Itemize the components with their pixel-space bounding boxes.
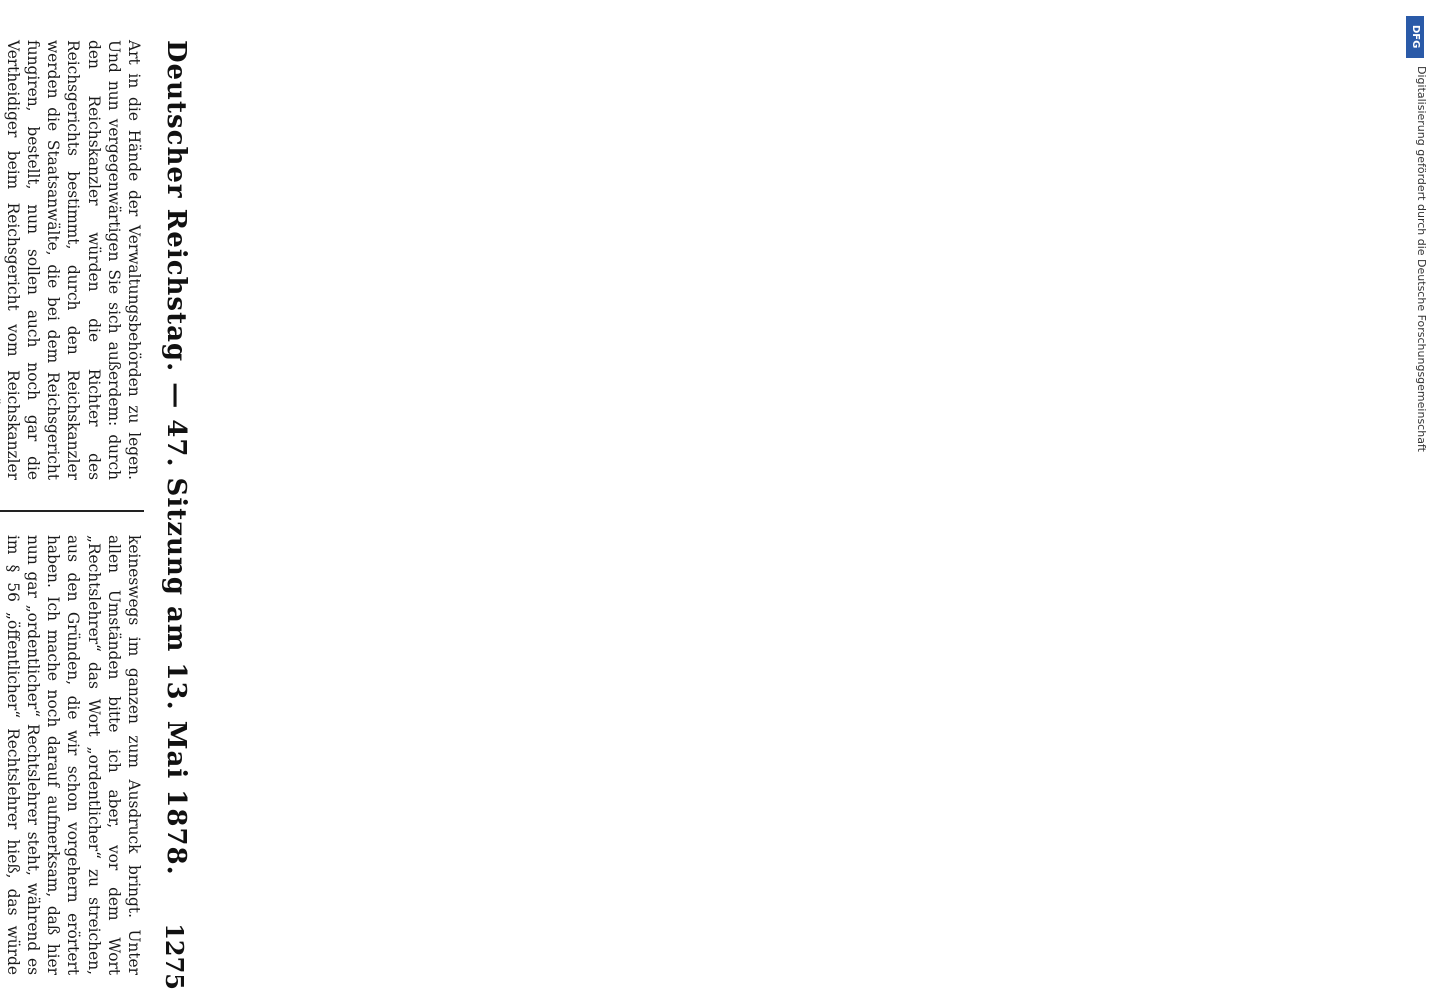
left-paragraph-1: Art in die Hände der Verwaltungsbehörden zu legen. Und nun vergegenwärtigen Sie sich außerdem: durch den Reichskanzler würden die Richter des Reichsgerichts bestimmt, durch den Reichskanzler werden die Staatsanwälte, die bei dem Reichsgericht fungiren, bestellt, nun sollen auch noch gar die Vertheidiger beim Reichsgericht vom Reichskanzler: [3, 40, 143, 480]
page-header: [153, 40, 197, 1000]
dfg-logo: DFG: [1406, 16, 1424, 58]
right-column: [0, 535, 144, 975]
digitization-note: Digitalisierung gefördert durch die Deutsche Forschungsgemeinschaft: [1415, 66, 1428, 452]
left-column: [0, 40, 144, 480]
column-divider: [0, 510, 144, 512]
rotated-page-content: [3, 0, 1432, 1000]
text-columns: [3, 40, 144, 980]
digitization-sidebar: [1398, 10, 1432, 1000]
page-number: 1275: [160, 923, 189, 990]
header-title: Deutscher Reichstag. — 47. Sitzung am 13. Mai 1878.: [161, 40, 191, 876]
page-body: [3, 0, 1432, 1000]
right-paragraph-1: keineswegs im ganzen zum Ausdruck bringt. Unter allen Umständen bitte ich aber, vor dem Wort „Rechtslehrer“ das Wort „ordentlicher“ zu streichen, aus den Gründen, die wir schon vorgehern erörtert haben. Ich mache noch darauf aufmerksam, daß hier nun gar „ordentlicher“ Rechtslehrer steht, während es im § 56 „öffentlicher“ Rechtslehrer hieß, das würde: [3, 535, 143, 975]
